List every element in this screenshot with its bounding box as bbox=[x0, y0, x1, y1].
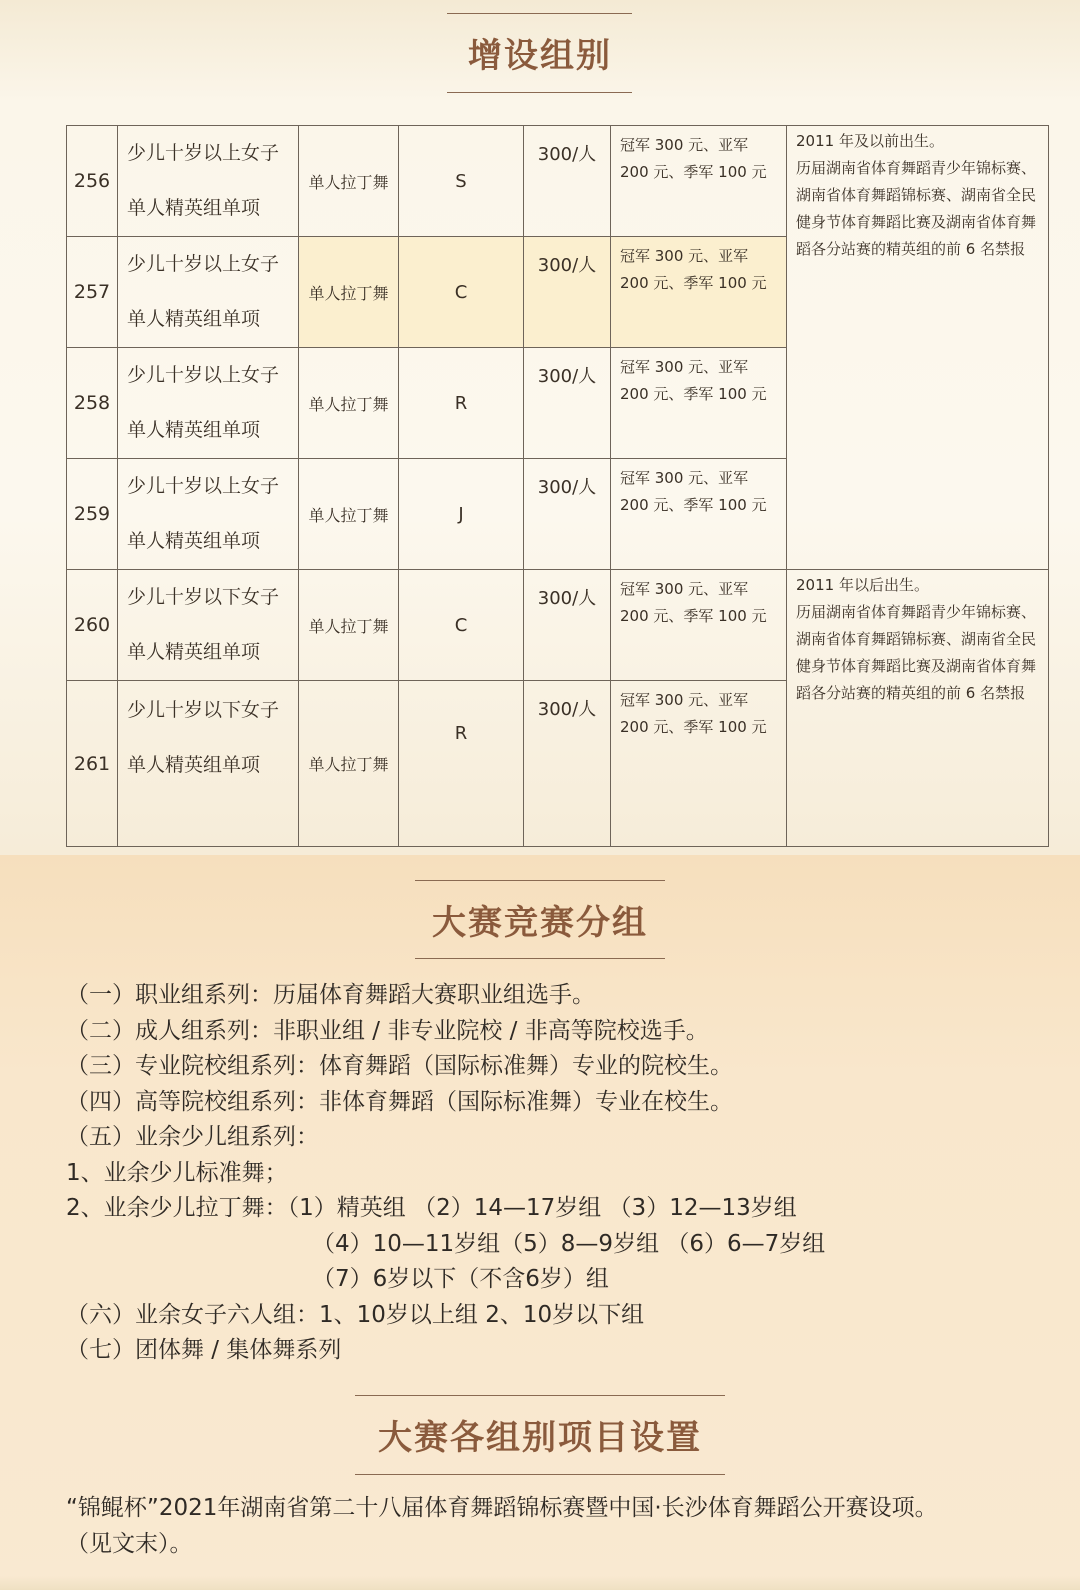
prize-line: 200 元、季军 100 元 bbox=[620, 163, 767, 181]
group-name-line: 单人精英组单项 bbox=[127, 641, 261, 663]
cell-prize bbox=[611, 681, 787, 847]
event-settings-text bbox=[66, 1490, 1056, 1562]
group-line: （四）高等院校组系列：非体育舞蹈（国际标准舞）专业在校生。 bbox=[66, 1088, 733, 1115]
cell-dance: S bbox=[399, 126, 524, 237]
title-divider-bottom bbox=[415, 958, 665, 959]
cell-number: 257 bbox=[67, 237, 118, 348]
cell-fee: 300/人 bbox=[524, 126, 611, 237]
cell-eligibility-note bbox=[787, 126, 1049, 570]
cell-group-name bbox=[118, 681, 299, 847]
cell-group-name bbox=[118, 570, 299, 681]
cell-prize bbox=[611, 348, 787, 459]
group-line: （三）专业院校组系列：体育舞蹈（国际标准舞）专业的院校生。 bbox=[66, 1053, 733, 1079]
cell-type: 单人拉丁舞 bbox=[299, 348, 399, 459]
group-line: （五）业余少儿组系列： bbox=[66, 1124, 319, 1150]
title-divider-bottom bbox=[447, 92, 632, 93]
cell-dance: J bbox=[399, 459, 524, 570]
competition-groups-list bbox=[66, 978, 1056, 1369]
settings-line: （见文末）。 bbox=[66, 1531, 193, 1557]
group-name-line: 少儿十岁以下女子 bbox=[127, 699, 280, 721]
prize-line: 冠军 300 元、亚军 bbox=[620, 358, 749, 376]
cell-prize bbox=[611, 237, 787, 348]
table-row bbox=[67, 126, 1049, 237]
cell-fee: 300/人 bbox=[524, 459, 611, 570]
table-row bbox=[67, 570, 1049, 681]
cell-fee: 300/人 bbox=[524, 237, 611, 348]
prize-line: 冠军 300 元、亚军 bbox=[620, 691, 749, 709]
section-title-added-groups: 增设组别 bbox=[468, 36, 612, 76]
group-line: （七）团体舞 / 集体舞系列 bbox=[66, 1337, 342, 1363]
group-name-line: 少儿十岁以上女子 bbox=[127, 364, 280, 386]
group-name-line: 少儿十岁以上女子 bbox=[127, 142, 280, 164]
prize-line: 200 元、季军 100 元 bbox=[620, 274, 767, 292]
section-title-event-settings: 大赛各组别项目设置 bbox=[378, 1418, 702, 1458]
cell-type: 单人拉丁舞 bbox=[299, 681, 399, 847]
bottom-strip bbox=[0, 1576, 1080, 1590]
prize-line: 冠军 300 元、亚军 bbox=[620, 136, 749, 154]
cell-group-name bbox=[118, 459, 299, 570]
section-title-competition-groups: 大赛竞赛分组 bbox=[432, 903, 648, 943]
note-line: 2011 年及以前出生。 bbox=[796, 132, 944, 150]
group-name-line: 单人精英组单项 bbox=[127, 197, 261, 219]
group-name-line: 少儿十岁以上女子 bbox=[127, 475, 280, 497]
prize-line: 冠军 300 元、亚军 bbox=[620, 469, 749, 487]
group-line: （7）6岁以下（不含6岁）组 bbox=[312, 1266, 609, 1292]
note-line: 历届湖南省体育舞蹈青少年锦标赛、湖南省体育舞蹈锦标赛、湖南省全民健身节体育舞蹈比赛及湖南省体育舞蹈各分站赛的精英组的前 6 名禁报 bbox=[796, 603, 1037, 702]
cell-group-name bbox=[118, 237, 299, 348]
group-line: （4）10—11岁组（5）8—9岁组 （6）6—7岁组 bbox=[312, 1230, 826, 1257]
group-name-line: 单人精英组单项 bbox=[127, 754, 261, 776]
prize-line: 200 元、季军 100 元 bbox=[620, 385, 767, 403]
cell-number: 259 bbox=[67, 459, 118, 570]
title-divider-top bbox=[447, 13, 632, 14]
cell-dance: R bbox=[399, 348, 524, 459]
cell-number: 261 bbox=[67, 681, 118, 847]
cell-prize bbox=[611, 459, 787, 570]
title-divider-top bbox=[415, 880, 665, 881]
group-name-line: 少儿十岁以下女子 bbox=[127, 586, 280, 608]
prize-line: 冠军 300 元、亚军 bbox=[620, 247, 749, 265]
cell-number: 256 bbox=[67, 126, 118, 237]
prize-line: 200 元、季军 100 元 bbox=[620, 718, 767, 736]
cell-eligibility-note bbox=[787, 570, 1049, 847]
cell-group-name bbox=[118, 126, 299, 237]
group-name-line: 少儿十岁以上女子 bbox=[127, 253, 280, 275]
cell-type: 单人拉丁舞 bbox=[299, 570, 399, 681]
group-line: （二）成人组系列：非职业组 / 非专业院校 / 非高等院校选手。 bbox=[66, 1017, 709, 1044]
settings-line: “锦鲲杯”2021年湖南省第二十八届体育舞蹈锦标赛暨中国·长沙体育舞蹈公开赛设项。 bbox=[66, 1495, 938, 1521]
group-line: （一）职业组系列：历届体育舞蹈大赛职业组选手。 bbox=[66, 982, 595, 1008]
group-line: （六）业余女子六人组：1、10岁以上组 2、10岁以下组 bbox=[66, 1301, 645, 1328]
cell-type: 单人拉丁舞 bbox=[299, 126, 399, 237]
prize-line: 200 元、季军 100 元 bbox=[620, 607, 767, 625]
events-table bbox=[66, 125, 1049, 847]
note-line: 2011 年以后出生。 bbox=[796, 576, 929, 594]
cell-group-name bbox=[118, 348, 299, 459]
group-name-line: 单人精英组单项 bbox=[127, 530, 261, 552]
cell-prize bbox=[611, 126, 787, 237]
cell-prize bbox=[611, 570, 787, 681]
cell-fee: 300/人 bbox=[524, 348, 611, 459]
group-line: 2、业余少儿拉丁舞：（1）精英组 （2）14—17岁组 （3）12—13岁组 bbox=[66, 1195, 797, 1221]
prize-line: 冠军 300 元、亚军 bbox=[620, 580, 749, 598]
cell-dance: C bbox=[399, 237, 524, 348]
group-name-line: 单人精英组单项 bbox=[127, 308, 261, 330]
prize-line: 200 元、季军 100 元 bbox=[620, 496, 767, 514]
cell-number: 260 bbox=[67, 570, 118, 681]
cell-dance: R bbox=[399, 681, 524, 847]
group-line: 1、业余少儿标准舞； bbox=[66, 1159, 288, 1186]
title-divider-bottom bbox=[355, 1474, 725, 1475]
title-divider-top bbox=[355, 1395, 725, 1396]
cell-type: 单人拉丁舞 bbox=[299, 459, 399, 570]
cell-type: 单人拉丁舞 bbox=[299, 237, 399, 348]
group-name-line: 单人精英组单项 bbox=[127, 419, 261, 441]
cell-number: 258 bbox=[67, 348, 118, 459]
cell-dance: C bbox=[399, 570, 524, 681]
cell-fee: 300/人 bbox=[524, 570, 611, 681]
note-line: 历届湖南省体育舞蹈青少年锦标赛、湖南省体育舞蹈锦标赛、湖南省全民健身节体育舞蹈比赛及湖南省体育舞蹈各分站赛的精英组的前 6 名禁报 bbox=[796, 159, 1037, 258]
cell-fee: 300/人 bbox=[524, 681, 611, 847]
